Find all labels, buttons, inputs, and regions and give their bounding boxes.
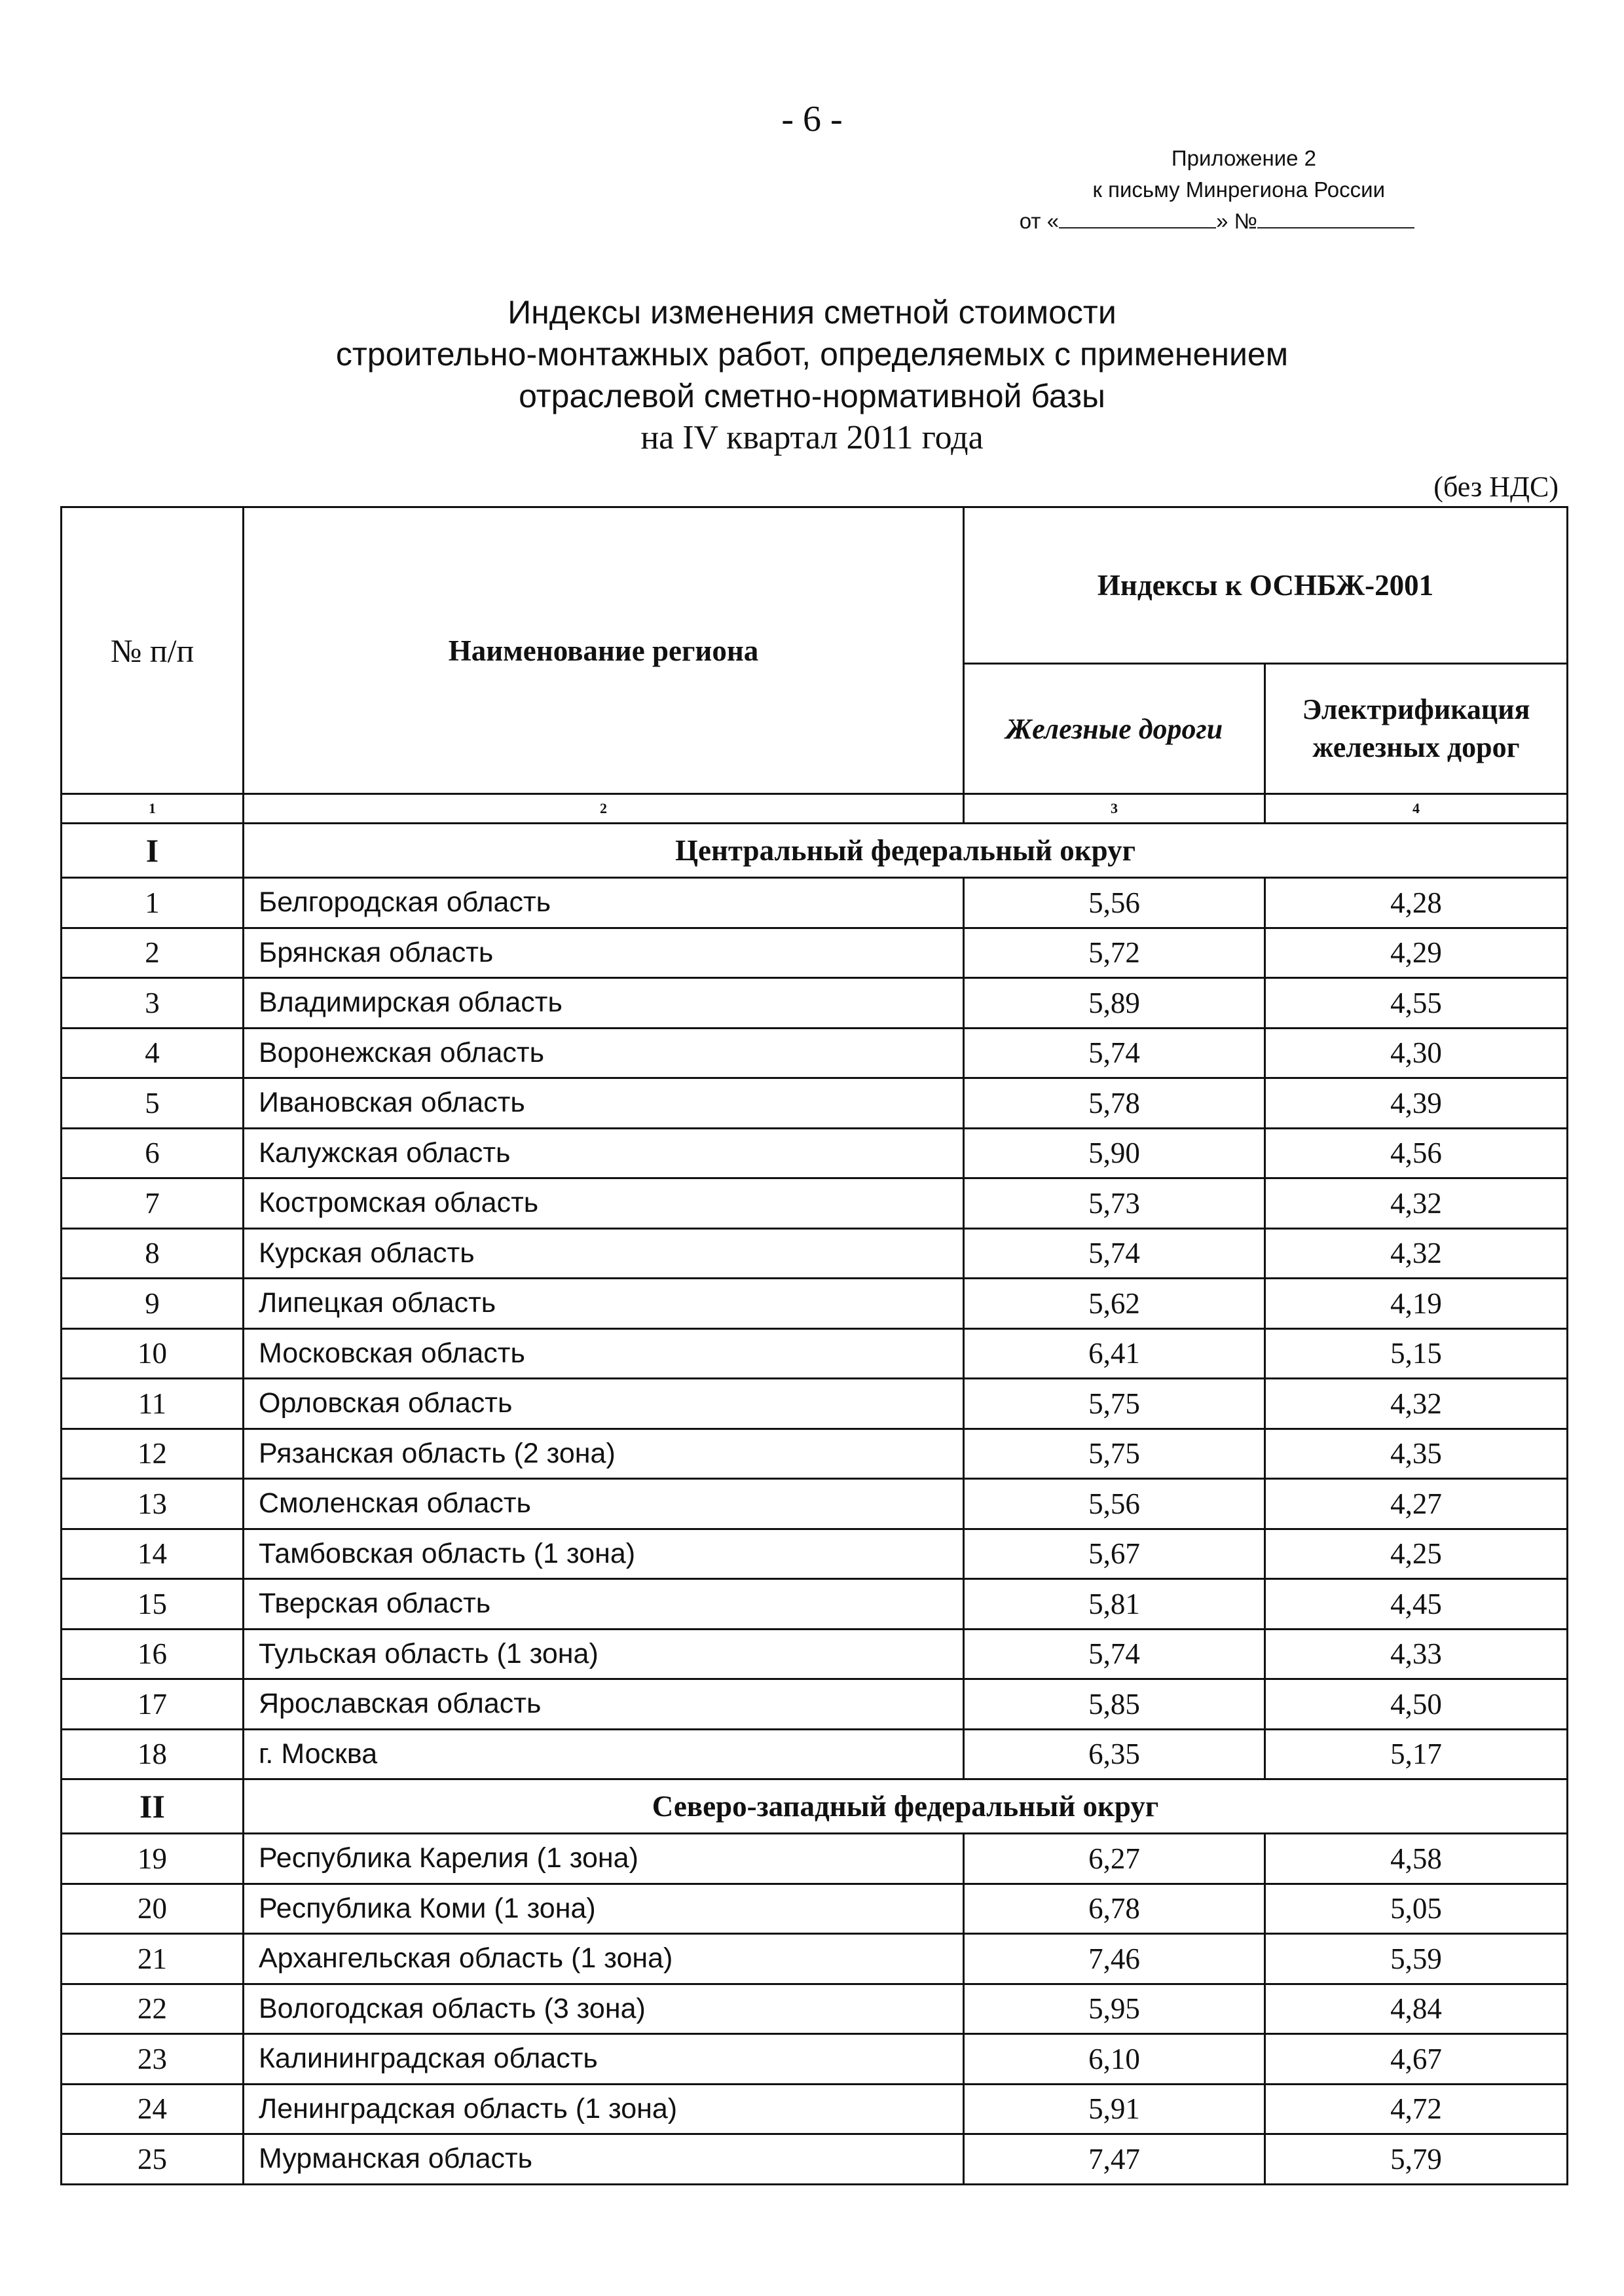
row-number: 3 (62, 978, 244, 1029)
railway-index: 5,56 (964, 878, 1265, 928)
railway-index: 6,78 (964, 1884, 1265, 1934)
table-row (62, 1629, 1568, 1679)
electrification-index: 4,50 (1265, 1679, 1568, 1730)
region-name: г. Москва (244, 1729, 964, 1779)
region-name: Республика Коми (1 зона) (244, 1884, 964, 1934)
row-number: 16 (62, 1629, 244, 1679)
region-name: Ленинградская область (1 зона) (244, 2084, 964, 2134)
district-name: Северо-западный федеральный округ (244, 1779, 1568, 1834)
electrification-index: 4,32 (1265, 1178, 1568, 1229)
railway-index: 6,27 (964, 1834, 1265, 1884)
table-row (62, 2034, 1568, 2085)
table-row (62, 1529, 1568, 1579)
header-number: № п/п (62, 507, 244, 794)
title-line-1: Индексы изменения сметной стоимости (507, 294, 1116, 331)
electrification-index: 4,33 (1265, 1629, 1568, 1679)
railway-index: 5,90 (964, 1128, 1265, 1178)
title-line-3: отраслевой сметно-нормативной базы (519, 378, 1105, 414)
region-name: Московская область (244, 1328, 964, 1379)
column-number: 4 (1265, 794, 1568, 824)
railway-index: 5,56 (964, 1479, 1265, 1529)
district-number: II (62, 1779, 244, 1834)
row-number: 18 (62, 1729, 244, 1779)
region-name: Тверская область (244, 1579, 964, 1630)
railway-index: 6,41 (964, 1328, 1265, 1379)
appendix-from-label: от « (1019, 209, 1060, 233)
railway-index: 5,78 (964, 1078, 1265, 1129)
table-row (62, 1729, 1568, 1779)
row-number: 11 (62, 1379, 244, 1429)
railway-index: 5,67 (964, 1529, 1265, 1579)
region-name: Калининградская область (244, 2034, 964, 2085)
table-row (62, 1328, 1568, 1379)
railway-index: 5,89 (964, 978, 1265, 1029)
railway-index: 5,72 (964, 928, 1265, 978)
table-row (62, 1429, 1568, 1479)
row-number: 25 (62, 2134, 244, 2185)
title-line-4: на IV квартал 2011 года (640, 419, 984, 456)
title-line-2: строительно-монтажных работ, определяемых с применением (335, 336, 1289, 373)
table-row (62, 1228, 1568, 1279)
railway-index: 5,75 (964, 1429, 1265, 1479)
railway-index: 6,35 (964, 1729, 1265, 1779)
electrification-index: 5,17 (1265, 1729, 1568, 1779)
table-row (62, 1834, 1568, 1884)
electrification-index: 4,58 (1265, 1834, 1568, 1884)
railway-index: 5,95 (964, 1984, 1265, 2034)
row-number: 4 (62, 1028, 244, 1078)
electrification-index: 5,59 (1265, 1934, 1568, 1984)
region-name: Белгородская область (244, 878, 964, 928)
table-row (62, 1078, 1568, 1129)
row-number: 23 (62, 2034, 244, 2085)
railway-index: 5,74 (964, 1028, 1265, 1078)
table-row (62, 978, 1568, 1029)
table-row (62, 1178, 1568, 1229)
railway-index: 7,47 (964, 2134, 1265, 2185)
table-row (62, 1379, 1568, 1429)
region-name: Вологодская область (3 зона) (244, 1984, 964, 2034)
railway-index: 5,85 (964, 1679, 1265, 1730)
electrification-index: 4,28 (1265, 878, 1568, 928)
column-number: 2 (244, 794, 964, 824)
electrification-index: 4,35 (1265, 1429, 1568, 1479)
table-row (62, 1279, 1568, 1329)
column-number: 1 (62, 794, 244, 824)
region-name: Владимирская область (244, 978, 964, 1029)
row-number: 20 (62, 1884, 244, 1934)
row-number: 1 (62, 878, 244, 928)
row-number: 10 (62, 1328, 244, 1379)
electrification-index: 4,27 (1265, 1479, 1568, 1529)
row-number: 8 (62, 1228, 244, 1279)
electrification-index: 5,05 (1265, 1884, 1568, 1934)
region-name: Смоленская область (244, 1479, 964, 1529)
table-row (62, 1934, 1568, 1984)
row-number: 24 (62, 2084, 244, 2134)
column-number: 3 (964, 794, 1265, 824)
electrification-index: 5,79 (1265, 2134, 1568, 2185)
row-number: 7 (62, 1178, 244, 1229)
district-name: Центральный федеральный округ (244, 824, 1568, 878)
electrification-index: 4,19 (1265, 1279, 1568, 1329)
row-number: 13 (62, 1479, 244, 1529)
region-name: Курская область (244, 1228, 964, 1279)
date-blank (1059, 208, 1216, 228)
electrification-index: 4,32 (1265, 1228, 1568, 1279)
table-row (62, 1984, 1568, 2034)
header-region: Наименование региона (244, 507, 964, 794)
electrification-index: 4,29 (1265, 928, 1568, 978)
row-number: 21 (62, 1934, 244, 1984)
table-row (62, 878, 1568, 928)
region-name: Тамбовская область (1 зона) (244, 1529, 964, 1579)
number-blank (1257, 208, 1414, 228)
electrification-index: 4,56 (1265, 1128, 1568, 1178)
railway-index: 5,81 (964, 1579, 1265, 1630)
header-electrification (1265, 664, 1568, 794)
region-name: Брянская область (244, 928, 964, 978)
electrification-index: 4,55 (1265, 978, 1568, 1029)
table-row (62, 928, 1568, 978)
row-number: 2 (62, 928, 244, 978)
row-number: 5 (62, 1078, 244, 1129)
railway-index: 5,75 (964, 1379, 1265, 1429)
district-row (62, 824, 1568, 878)
region-name: Костромская область (244, 1178, 964, 1229)
railway-index: 5,91 (964, 2084, 1265, 2134)
electrification-index: 5,15 (1265, 1328, 1568, 1379)
electrification-index: 4,25 (1265, 1529, 1568, 1579)
appendix-line-1: Приложение 2 (1171, 146, 1316, 170)
railway-index: 5,74 (964, 1228, 1265, 1279)
table-row (62, 1679, 1568, 1730)
appendix-line-3 (943, 206, 1454, 237)
table-row (62, 2134, 1568, 2185)
table-row (62, 1128, 1568, 1178)
header-electrification-line-1: Электрификация (1302, 693, 1530, 725)
region-name: Орловская область (244, 1379, 964, 1429)
district-number: I (62, 824, 244, 878)
region-name: Липецкая область (244, 1279, 964, 1329)
header-index-group: Индексы к ОСНБЖ-2001 (964, 507, 1568, 664)
region-name: Ярославская область (244, 1679, 964, 1730)
region-name: Архангельская область (1 зона) (244, 1934, 964, 1984)
row-number: 9 (62, 1279, 244, 1329)
row-number: 17 (62, 1679, 244, 1730)
electrification-index: 4,30 (1265, 1028, 1568, 1078)
index-table (60, 506, 1568, 2185)
row-number: 14 (62, 1529, 244, 1579)
railway-index: 5,62 (964, 1279, 1265, 1329)
region-name: Воронежская область (244, 1028, 964, 1078)
railway-index: 6,10 (964, 2034, 1265, 2085)
vat-note: (без НДС) (1433, 471, 1559, 503)
row-number: 12 (62, 1429, 244, 1479)
page-number: - 6 - (781, 99, 843, 139)
table-row (62, 1884, 1568, 1934)
table-row (62, 1579, 1568, 1630)
railway-index: 5,74 (964, 1629, 1265, 1679)
table-row (62, 1028, 1568, 1078)
column-numbers-row (62, 794, 1568, 824)
region-name: Тульская область (1 зона) (244, 1629, 964, 1679)
electrification-index: 4,84 (1265, 1984, 1568, 2034)
region-name: Калужская область (244, 1128, 964, 1178)
row-number: 15 (62, 1579, 244, 1630)
appendix-note (943, 143, 1454, 237)
table-row (62, 1479, 1568, 1529)
electrification-index: 4,32 (1265, 1379, 1568, 1429)
region-name: Рязанская область (2 зона) (244, 1429, 964, 1479)
electrification-index: 4,72 (1265, 2084, 1568, 2134)
electrification-index: 4,67 (1265, 2034, 1568, 2085)
railway-index: 7,46 (964, 1934, 1265, 1984)
table-row (62, 2084, 1568, 2134)
row-number: 6 (62, 1128, 244, 1178)
electrification-index: 4,45 (1265, 1579, 1568, 1630)
electrification-index: 4,39 (1265, 1078, 1568, 1129)
table-body (62, 824, 1568, 2185)
appendix-number-label: » № (1216, 209, 1257, 233)
header-railways: Железные дороги (964, 664, 1265, 794)
document-title (0, 291, 1624, 459)
region-name: Республика Карелия (1 зона) (244, 1834, 964, 1884)
railway-index: 5,73 (964, 1178, 1265, 1229)
header-electrification-line-2: железных дорог (1312, 731, 1520, 763)
district-row (62, 1779, 1568, 1834)
row-number: 19 (62, 1834, 244, 1884)
region-name: Мурманская область (244, 2134, 964, 2185)
region-name: Ивановская область (244, 1078, 964, 1129)
row-number: 22 (62, 1984, 244, 2034)
appendix-line-2: к письму Минрегиона России (1092, 177, 1385, 202)
